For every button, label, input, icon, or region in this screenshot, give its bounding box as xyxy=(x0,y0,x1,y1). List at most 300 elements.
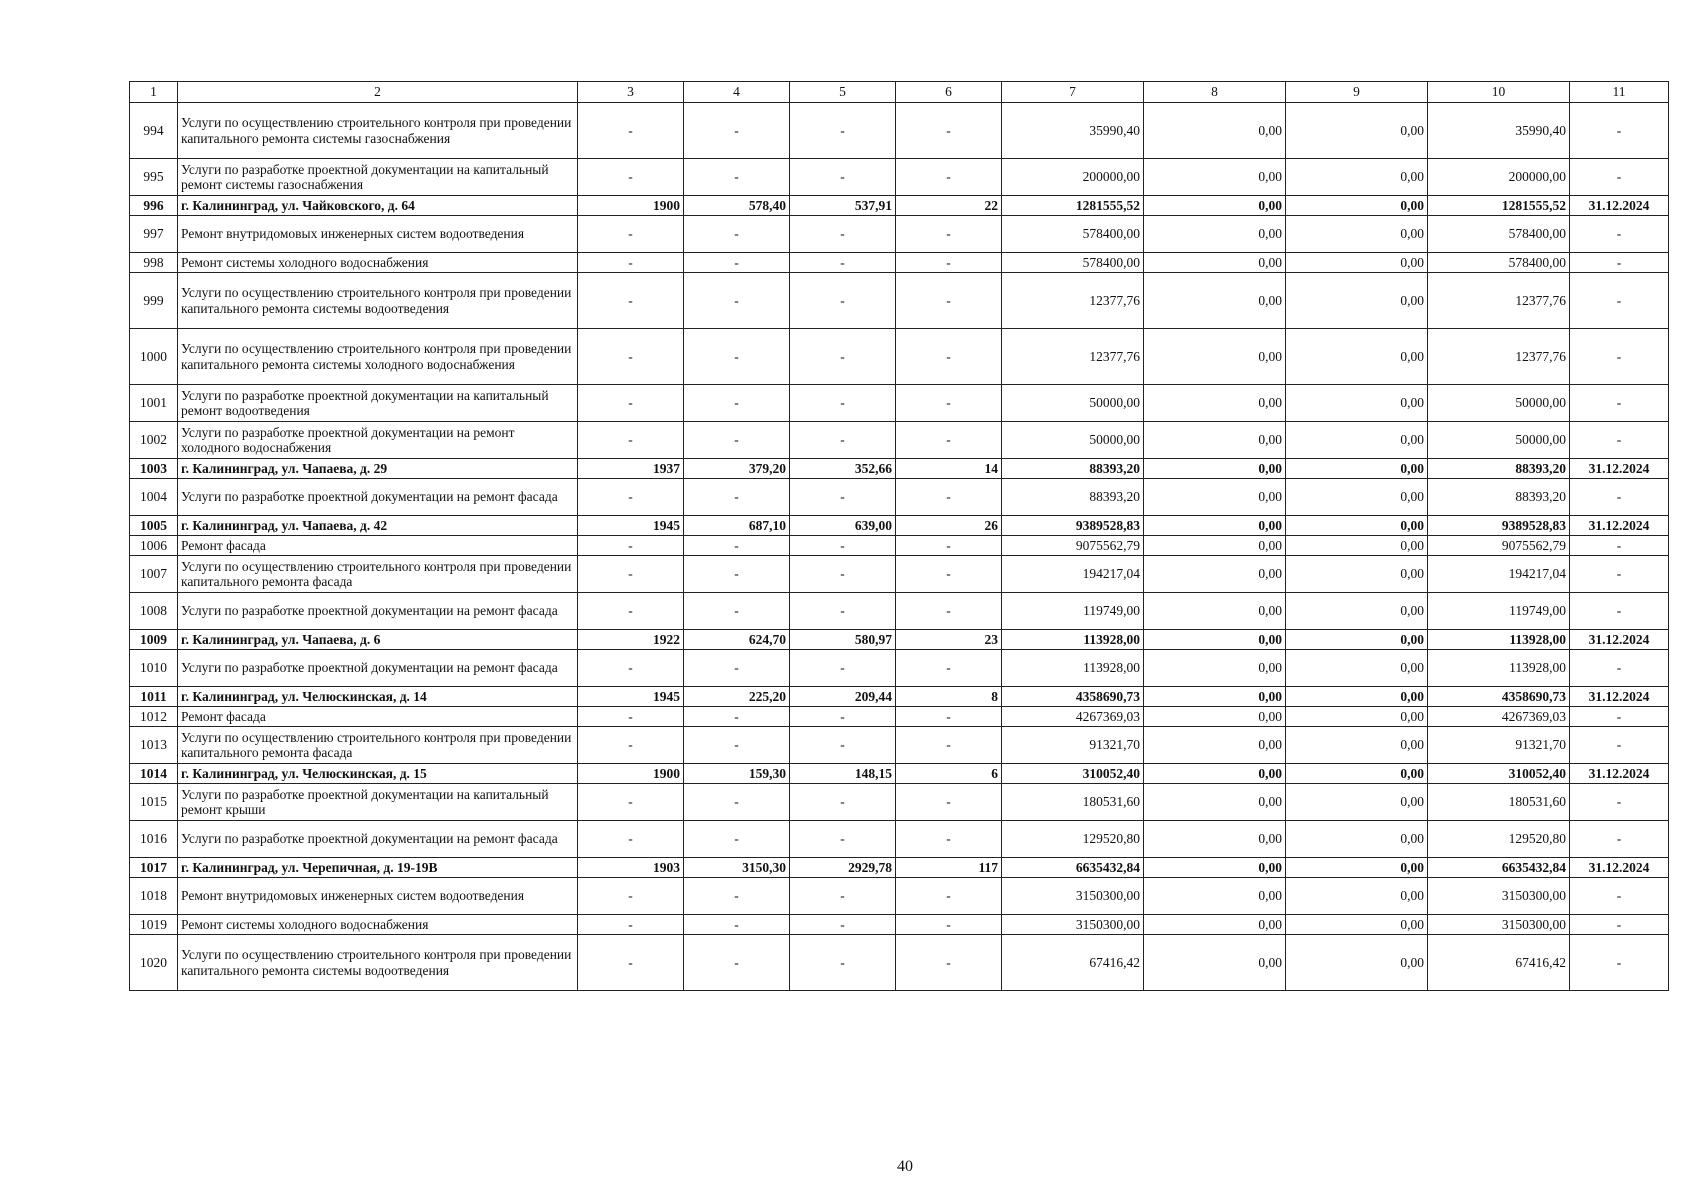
cell-col5: - xyxy=(790,216,896,253)
cell-col10: 113928,00 xyxy=(1428,650,1570,687)
cell-col4: 578,40 xyxy=(684,196,790,216)
row-number: 1012 xyxy=(130,707,178,727)
cell-col5: - xyxy=(790,422,896,459)
cell-col7: 200000,00 xyxy=(1002,159,1144,196)
cell-col8: 0,00 xyxy=(1144,196,1286,216)
cell-col9: 0,00 xyxy=(1286,764,1428,784)
cell-col9: 0,00 xyxy=(1286,915,1428,935)
cell-col9: 0,00 xyxy=(1286,459,1428,479)
cell-col5: - xyxy=(790,253,896,273)
cell-col3: - xyxy=(578,821,684,858)
cell-col9: 0,00 xyxy=(1286,935,1428,991)
cell-col8: 0,00 xyxy=(1144,630,1286,650)
cell-col7: 50000,00 xyxy=(1002,385,1144,422)
item-name: Услуги по разработке проектной документации на ремонт фасада xyxy=(178,821,578,858)
cell-col5: - xyxy=(790,593,896,630)
cell-col11: - xyxy=(1570,556,1669,593)
cell-col4: - xyxy=(684,422,790,459)
cell-col6: - xyxy=(896,329,1002,385)
cell-col3: - xyxy=(578,103,684,159)
cell-col5: - xyxy=(790,556,896,593)
cell-col4: - xyxy=(684,273,790,329)
cell-col4: - xyxy=(684,727,790,764)
cell-col5: - xyxy=(790,385,896,422)
cell-col9: 0,00 xyxy=(1286,556,1428,593)
cell-col8: 0,00 xyxy=(1144,764,1286,784)
cell-col11: - xyxy=(1570,878,1669,915)
cell-col10: 3150300,00 xyxy=(1428,878,1570,915)
cell-col6: 8 xyxy=(896,687,1002,707)
cell-col6: 22 xyxy=(896,196,1002,216)
cell-col9: 0,00 xyxy=(1286,878,1428,915)
cell-col10: 194217,04 xyxy=(1428,556,1570,593)
cell-col8: 0,00 xyxy=(1144,784,1286,821)
item-name: г. Калининград, ул. Челюскинская, д. 14 xyxy=(178,687,578,707)
cell-col4: - xyxy=(684,593,790,630)
row-number: 1003 xyxy=(130,459,178,479)
cell-col11: 31.12.2024 xyxy=(1570,516,1669,536)
row-number: 1004 xyxy=(130,479,178,516)
cell-col5: 537,91 xyxy=(790,196,896,216)
cell-col5: - xyxy=(790,878,896,915)
item-name: Ремонт внутридомовых инженерных систем водоотведения xyxy=(178,216,578,253)
table-row xyxy=(130,216,1669,253)
cell-col9: 0,00 xyxy=(1286,516,1428,536)
cell-col3: - xyxy=(578,878,684,915)
cell-col7: 35990,40 xyxy=(1002,103,1144,159)
table-row xyxy=(130,764,1669,784)
item-name: Услуги по осуществлению строительного контроля при проведении капитального ремонта системы газоснабжения xyxy=(178,103,578,159)
cell-col6: - xyxy=(896,159,1002,196)
row-number: 1007 xyxy=(130,556,178,593)
cell-col6: - xyxy=(896,878,1002,915)
cell-col4: - xyxy=(684,253,790,273)
table-body xyxy=(130,82,1669,991)
cell-col3: - xyxy=(578,273,684,329)
table-row xyxy=(130,784,1669,821)
cell-col5: 2929,78 xyxy=(790,858,896,878)
table-row xyxy=(130,878,1669,915)
cell-col7: 578400,00 xyxy=(1002,253,1144,273)
row-number: 1019 xyxy=(130,915,178,935)
cell-col6: - xyxy=(896,650,1002,687)
cell-col11: - xyxy=(1570,727,1669,764)
row-number: 1017 xyxy=(130,858,178,878)
row-number: 1009 xyxy=(130,630,178,650)
row-number: 1020 xyxy=(130,935,178,991)
cell-col3: - xyxy=(578,556,684,593)
cell-col9: 0,00 xyxy=(1286,253,1428,273)
table-row xyxy=(130,650,1669,687)
cell-col11: 31.12.2024 xyxy=(1570,196,1669,216)
cell-col7: 9389528,83 xyxy=(1002,516,1144,536)
cell-col9: 0,00 xyxy=(1286,385,1428,422)
cell-col9: 0,00 xyxy=(1286,593,1428,630)
cell-col8: 0,00 xyxy=(1144,878,1286,915)
cell-col4: - xyxy=(684,103,790,159)
cell-col8: 0,00 xyxy=(1144,556,1286,593)
cell-col11: - xyxy=(1570,159,1669,196)
cell-col4: 3150,30 xyxy=(684,858,790,878)
table-row xyxy=(130,479,1669,516)
item-name: Услуги по разработке проектной документации на ремонт холодного водоснабжения xyxy=(178,422,578,459)
cell-col9: 0,00 xyxy=(1286,479,1428,516)
cell-col10: 6635432,84 xyxy=(1428,858,1570,878)
cell-col7: 12377,76 xyxy=(1002,273,1144,329)
row-number: 1008 xyxy=(130,593,178,630)
column-header: 4 xyxy=(684,82,790,103)
cell-col8: 0,00 xyxy=(1144,593,1286,630)
table-row xyxy=(130,103,1669,159)
cell-col4: - xyxy=(684,784,790,821)
cell-col4: 159,30 xyxy=(684,764,790,784)
row-number: 1001 xyxy=(130,385,178,422)
table-row xyxy=(130,273,1669,329)
cell-col6: - xyxy=(896,727,1002,764)
cell-col10: 200000,00 xyxy=(1428,159,1570,196)
cell-col11: - xyxy=(1570,479,1669,516)
cell-col11: - xyxy=(1570,273,1669,329)
cell-col8: 0,00 xyxy=(1144,516,1286,536)
cell-col10: 310052,40 xyxy=(1428,764,1570,784)
cell-col8: 0,00 xyxy=(1144,459,1286,479)
cell-col5: 352,66 xyxy=(790,459,896,479)
cell-col8: 0,00 xyxy=(1144,422,1286,459)
table-row xyxy=(130,536,1669,556)
cell-col6: - xyxy=(896,556,1002,593)
row-number: 996 xyxy=(130,196,178,216)
cell-col11: - xyxy=(1570,422,1669,459)
row-number: 1011 xyxy=(130,687,178,707)
cell-col6: - xyxy=(896,273,1002,329)
cell-col9: 0,00 xyxy=(1286,103,1428,159)
item-name: Услуги по разработке проектной документации на ремонт фасада xyxy=(178,650,578,687)
cell-col3: - xyxy=(578,536,684,556)
cell-col10: 119749,00 xyxy=(1428,593,1570,630)
column-header: 9 xyxy=(1286,82,1428,103)
row-number: 994 xyxy=(130,103,178,159)
cell-col3: - xyxy=(578,593,684,630)
cell-col8: 0,00 xyxy=(1144,821,1286,858)
item-name: Ремонт системы холодного водоснабжения xyxy=(178,915,578,935)
cell-col5: 639,00 xyxy=(790,516,896,536)
cell-col10: 12377,76 xyxy=(1428,329,1570,385)
table-row xyxy=(130,196,1669,216)
cell-col7: 1281555,52 xyxy=(1002,196,1144,216)
cell-col8: 0,00 xyxy=(1144,707,1286,727)
cell-col6: 6 xyxy=(896,764,1002,784)
table-row xyxy=(130,516,1669,536)
cell-col11: - xyxy=(1570,329,1669,385)
cell-col5: - xyxy=(790,273,896,329)
cell-col6: - xyxy=(896,915,1002,935)
cell-col3: - xyxy=(578,216,684,253)
cell-col7: 88393,20 xyxy=(1002,479,1144,516)
table-row xyxy=(130,707,1669,727)
column-header: 3 xyxy=(578,82,684,103)
row-number: 999 xyxy=(130,273,178,329)
cell-col9: 0,00 xyxy=(1286,821,1428,858)
cell-col8: 0,00 xyxy=(1144,479,1286,516)
cell-col10: 113928,00 xyxy=(1428,630,1570,650)
cell-col4: - xyxy=(684,878,790,915)
item-name: Услуги по разработке проектной документации на капитальный ремонт крыши xyxy=(178,784,578,821)
row-number: 1010 xyxy=(130,650,178,687)
cell-col7: 88393,20 xyxy=(1002,459,1144,479)
cell-col7: 310052,40 xyxy=(1002,764,1144,784)
cell-col5: - xyxy=(790,821,896,858)
cell-col8: 0,00 xyxy=(1144,159,1286,196)
cell-col3: 1937 xyxy=(578,459,684,479)
table-row xyxy=(130,159,1669,196)
cell-col11: - xyxy=(1570,707,1669,727)
cell-col6: - xyxy=(896,536,1002,556)
cell-col3: - xyxy=(578,253,684,273)
cell-col9: 0,00 xyxy=(1286,687,1428,707)
table-row xyxy=(130,821,1669,858)
cell-col6: - xyxy=(896,216,1002,253)
cell-col11: - xyxy=(1570,915,1669,935)
cell-col10: 88393,20 xyxy=(1428,479,1570,516)
cell-col10: 4267369,03 xyxy=(1428,707,1570,727)
cell-col4: - xyxy=(684,821,790,858)
column-header: 11 xyxy=(1570,82,1669,103)
table-row xyxy=(130,727,1669,764)
cell-col3: - xyxy=(578,159,684,196)
cell-col4: 624,70 xyxy=(684,630,790,650)
cell-col8: 0,00 xyxy=(1144,727,1286,764)
cell-col9: 0,00 xyxy=(1286,159,1428,196)
cell-col9: 0,00 xyxy=(1286,858,1428,878)
column-header-row xyxy=(130,82,1669,103)
cell-col10: 578400,00 xyxy=(1428,216,1570,253)
row-number: 1006 xyxy=(130,536,178,556)
cell-col4: - xyxy=(684,915,790,935)
item-name: Услуги по осуществлению строительного контроля при проведении капитального ремонта фасада xyxy=(178,556,578,593)
cell-col8: 0,00 xyxy=(1144,273,1286,329)
cell-col6: 26 xyxy=(896,516,1002,536)
cell-col7: 12377,76 xyxy=(1002,329,1144,385)
cell-col4: 225,20 xyxy=(684,687,790,707)
item-name: Услуги по разработке проектной документации на капитальный ремонт водоотведения xyxy=(178,385,578,422)
cell-col3: - xyxy=(578,650,684,687)
item-name: Услуги по осуществлению строительного контроля при проведении капитального ремонта системы холодного водоснабжения xyxy=(178,329,578,385)
cell-col7: 119749,00 xyxy=(1002,593,1144,630)
row-number: 997 xyxy=(130,216,178,253)
cell-col3: 1900 xyxy=(578,196,684,216)
row-number: 1000 xyxy=(130,329,178,385)
cell-col10: 4358690,73 xyxy=(1428,687,1570,707)
table-row xyxy=(130,422,1669,459)
item-name: Услуги по осуществлению строительного контроля при проведении капитального ремонта фасада xyxy=(178,727,578,764)
cell-col8: 0,00 xyxy=(1144,385,1286,422)
cell-col3: - xyxy=(578,479,684,516)
cell-col4: - xyxy=(684,556,790,593)
cell-col6: - xyxy=(896,935,1002,991)
column-header: 1 xyxy=(130,82,178,103)
cell-col6: 14 xyxy=(896,459,1002,479)
cell-col6: - xyxy=(896,103,1002,159)
item-name: Услуги по разработке проектной документации на ремонт фасада xyxy=(178,593,578,630)
cell-col4: - xyxy=(684,385,790,422)
cell-col7: 113928,00 xyxy=(1002,630,1144,650)
cell-col11: 31.12.2024 xyxy=(1570,858,1669,878)
cell-col8: 0,00 xyxy=(1144,687,1286,707)
cell-col4: - xyxy=(684,650,790,687)
row-number: 1005 xyxy=(130,516,178,536)
table-row xyxy=(130,687,1669,707)
cell-col3: 1900 xyxy=(578,764,684,784)
cell-col7: 6635432,84 xyxy=(1002,858,1144,878)
page-number: 40 xyxy=(897,1158,913,1175)
table-row xyxy=(130,915,1669,935)
cell-col6: - xyxy=(896,821,1002,858)
cell-col3: 1945 xyxy=(578,516,684,536)
item-name: Услуги по разработке проектной документации на ремонт фасада xyxy=(178,479,578,516)
table-row xyxy=(130,253,1669,273)
cell-col9: 0,00 xyxy=(1286,216,1428,253)
cell-col4: - xyxy=(684,536,790,556)
cell-col5: - xyxy=(790,536,896,556)
item-name: Услуги по осуществлению строительного контроля при проведении капитального ремонта системы водоотведения xyxy=(178,273,578,329)
cell-col9: 0,00 xyxy=(1286,196,1428,216)
cell-col4: - xyxy=(684,935,790,991)
cell-col9: 0,00 xyxy=(1286,536,1428,556)
cell-col3: - xyxy=(578,385,684,422)
cell-col5: - xyxy=(790,479,896,516)
cell-col11: - xyxy=(1570,253,1669,273)
cell-col4: 379,20 xyxy=(684,459,790,479)
column-header: 2 xyxy=(178,82,578,103)
cell-col7: 3150300,00 xyxy=(1002,878,1144,915)
cell-col9: 0,00 xyxy=(1286,784,1428,821)
cell-col7: 578400,00 xyxy=(1002,216,1144,253)
data-table xyxy=(129,81,1669,991)
cell-col11: - xyxy=(1570,385,1669,422)
cell-col8: 0,00 xyxy=(1144,329,1286,385)
cell-col8: 0,00 xyxy=(1144,103,1286,159)
cell-col5: - xyxy=(790,103,896,159)
cell-col10: 129520,80 xyxy=(1428,821,1570,858)
cell-col11: - xyxy=(1570,103,1669,159)
column-header: 6 xyxy=(896,82,1002,103)
table-row xyxy=(130,858,1669,878)
cell-col5: 580,97 xyxy=(790,630,896,650)
cell-col3: - xyxy=(578,915,684,935)
cell-col9: 0,00 xyxy=(1286,650,1428,687)
cell-col10: 50000,00 xyxy=(1428,385,1570,422)
cell-col6: 117 xyxy=(896,858,1002,878)
cell-col3: - xyxy=(578,935,684,991)
cell-col5: - xyxy=(790,159,896,196)
cell-col4: - xyxy=(684,216,790,253)
cell-col7: 129520,80 xyxy=(1002,821,1144,858)
row-number: 998 xyxy=(130,253,178,273)
table-row xyxy=(130,329,1669,385)
item-name: г. Калининград, ул. Чапаева, д. 6 xyxy=(178,630,578,650)
table-row xyxy=(130,935,1669,991)
cell-col3: - xyxy=(578,329,684,385)
cell-col11: 31.12.2024 xyxy=(1570,687,1669,707)
cell-col5: - xyxy=(790,915,896,935)
table-row xyxy=(130,459,1669,479)
cell-col8: 0,00 xyxy=(1144,650,1286,687)
cell-col10: 50000,00 xyxy=(1428,422,1570,459)
cell-col4: - xyxy=(684,479,790,516)
row-number: 995 xyxy=(130,159,178,196)
cell-col10: 67416,42 xyxy=(1428,935,1570,991)
cell-col11: - xyxy=(1570,821,1669,858)
column-header: 8 xyxy=(1144,82,1286,103)
cell-col3: 1903 xyxy=(578,858,684,878)
cell-col11: 31.12.2024 xyxy=(1570,764,1669,784)
item-name: г. Калининград, ул. Чапаева, д. 29 xyxy=(178,459,578,479)
cell-col3: - xyxy=(578,422,684,459)
cell-col9: 0,00 xyxy=(1286,422,1428,459)
cell-col10: 12377,76 xyxy=(1428,273,1570,329)
cell-col6: - xyxy=(896,593,1002,630)
cell-col9: 0,00 xyxy=(1286,630,1428,650)
cell-col11: - xyxy=(1570,784,1669,821)
row-number: 1013 xyxy=(130,727,178,764)
table-row xyxy=(130,593,1669,630)
cell-col11: 31.12.2024 xyxy=(1570,459,1669,479)
item-name: Ремонт внутридомовых инженерных систем водоотведения xyxy=(178,878,578,915)
cell-col9: 0,00 xyxy=(1286,707,1428,727)
cell-col9: 0,00 xyxy=(1286,329,1428,385)
cell-col8: 0,00 xyxy=(1144,253,1286,273)
cell-col8: 0,00 xyxy=(1144,935,1286,991)
cell-col3: - xyxy=(578,784,684,821)
item-name: г. Калининград, ул. Челюскинская, д. 15 xyxy=(178,764,578,784)
cell-col11: - xyxy=(1570,216,1669,253)
row-number: 1016 xyxy=(130,821,178,858)
cell-col8: 0,00 xyxy=(1144,915,1286,935)
cell-col5: - xyxy=(790,935,896,991)
row-number: 1015 xyxy=(130,784,178,821)
cell-col10: 91321,70 xyxy=(1428,727,1570,764)
cell-col8: 0,00 xyxy=(1144,536,1286,556)
cell-col10: 578400,00 xyxy=(1428,253,1570,273)
row-number: 1018 xyxy=(130,878,178,915)
cell-col3: - xyxy=(578,707,684,727)
table-row xyxy=(130,385,1669,422)
cell-col7: 4267369,03 xyxy=(1002,707,1144,727)
cell-col4: - xyxy=(684,707,790,727)
cell-col7: 194217,04 xyxy=(1002,556,1144,593)
cell-col11: - xyxy=(1570,935,1669,991)
cell-col5: 148,15 xyxy=(790,764,896,784)
cell-col3: - xyxy=(578,727,684,764)
item-name: г. Калининград, ул. Черепичная, д. 19-19В xyxy=(178,858,578,878)
item-name: Услуги по осуществлению строительного контроля при проведении капитального ремонта системы водоотведения xyxy=(178,935,578,991)
cell-col3: 1922 xyxy=(578,630,684,650)
cell-col8: 0,00 xyxy=(1144,858,1286,878)
item-name: Услуги по разработке проектной документации на капитальный ремонт системы газоснабжения xyxy=(178,159,578,196)
row-number: 1014 xyxy=(130,764,178,784)
cell-col5: - xyxy=(790,784,896,821)
table-row xyxy=(130,556,1669,593)
row-number: 1002 xyxy=(130,422,178,459)
cell-col10: 9389528,83 xyxy=(1428,516,1570,536)
cell-col11: 31.12.2024 xyxy=(1570,630,1669,650)
column-header: 7 xyxy=(1002,82,1144,103)
cell-col5: - xyxy=(790,707,896,727)
cell-col4: - xyxy=(684,159,790,196)
table-row xyxy=(130,630,1669,650)
cell-col5: - xyxy=(790,329,896,385)
column-header: 5 xyxy=(790,82,896,103)
